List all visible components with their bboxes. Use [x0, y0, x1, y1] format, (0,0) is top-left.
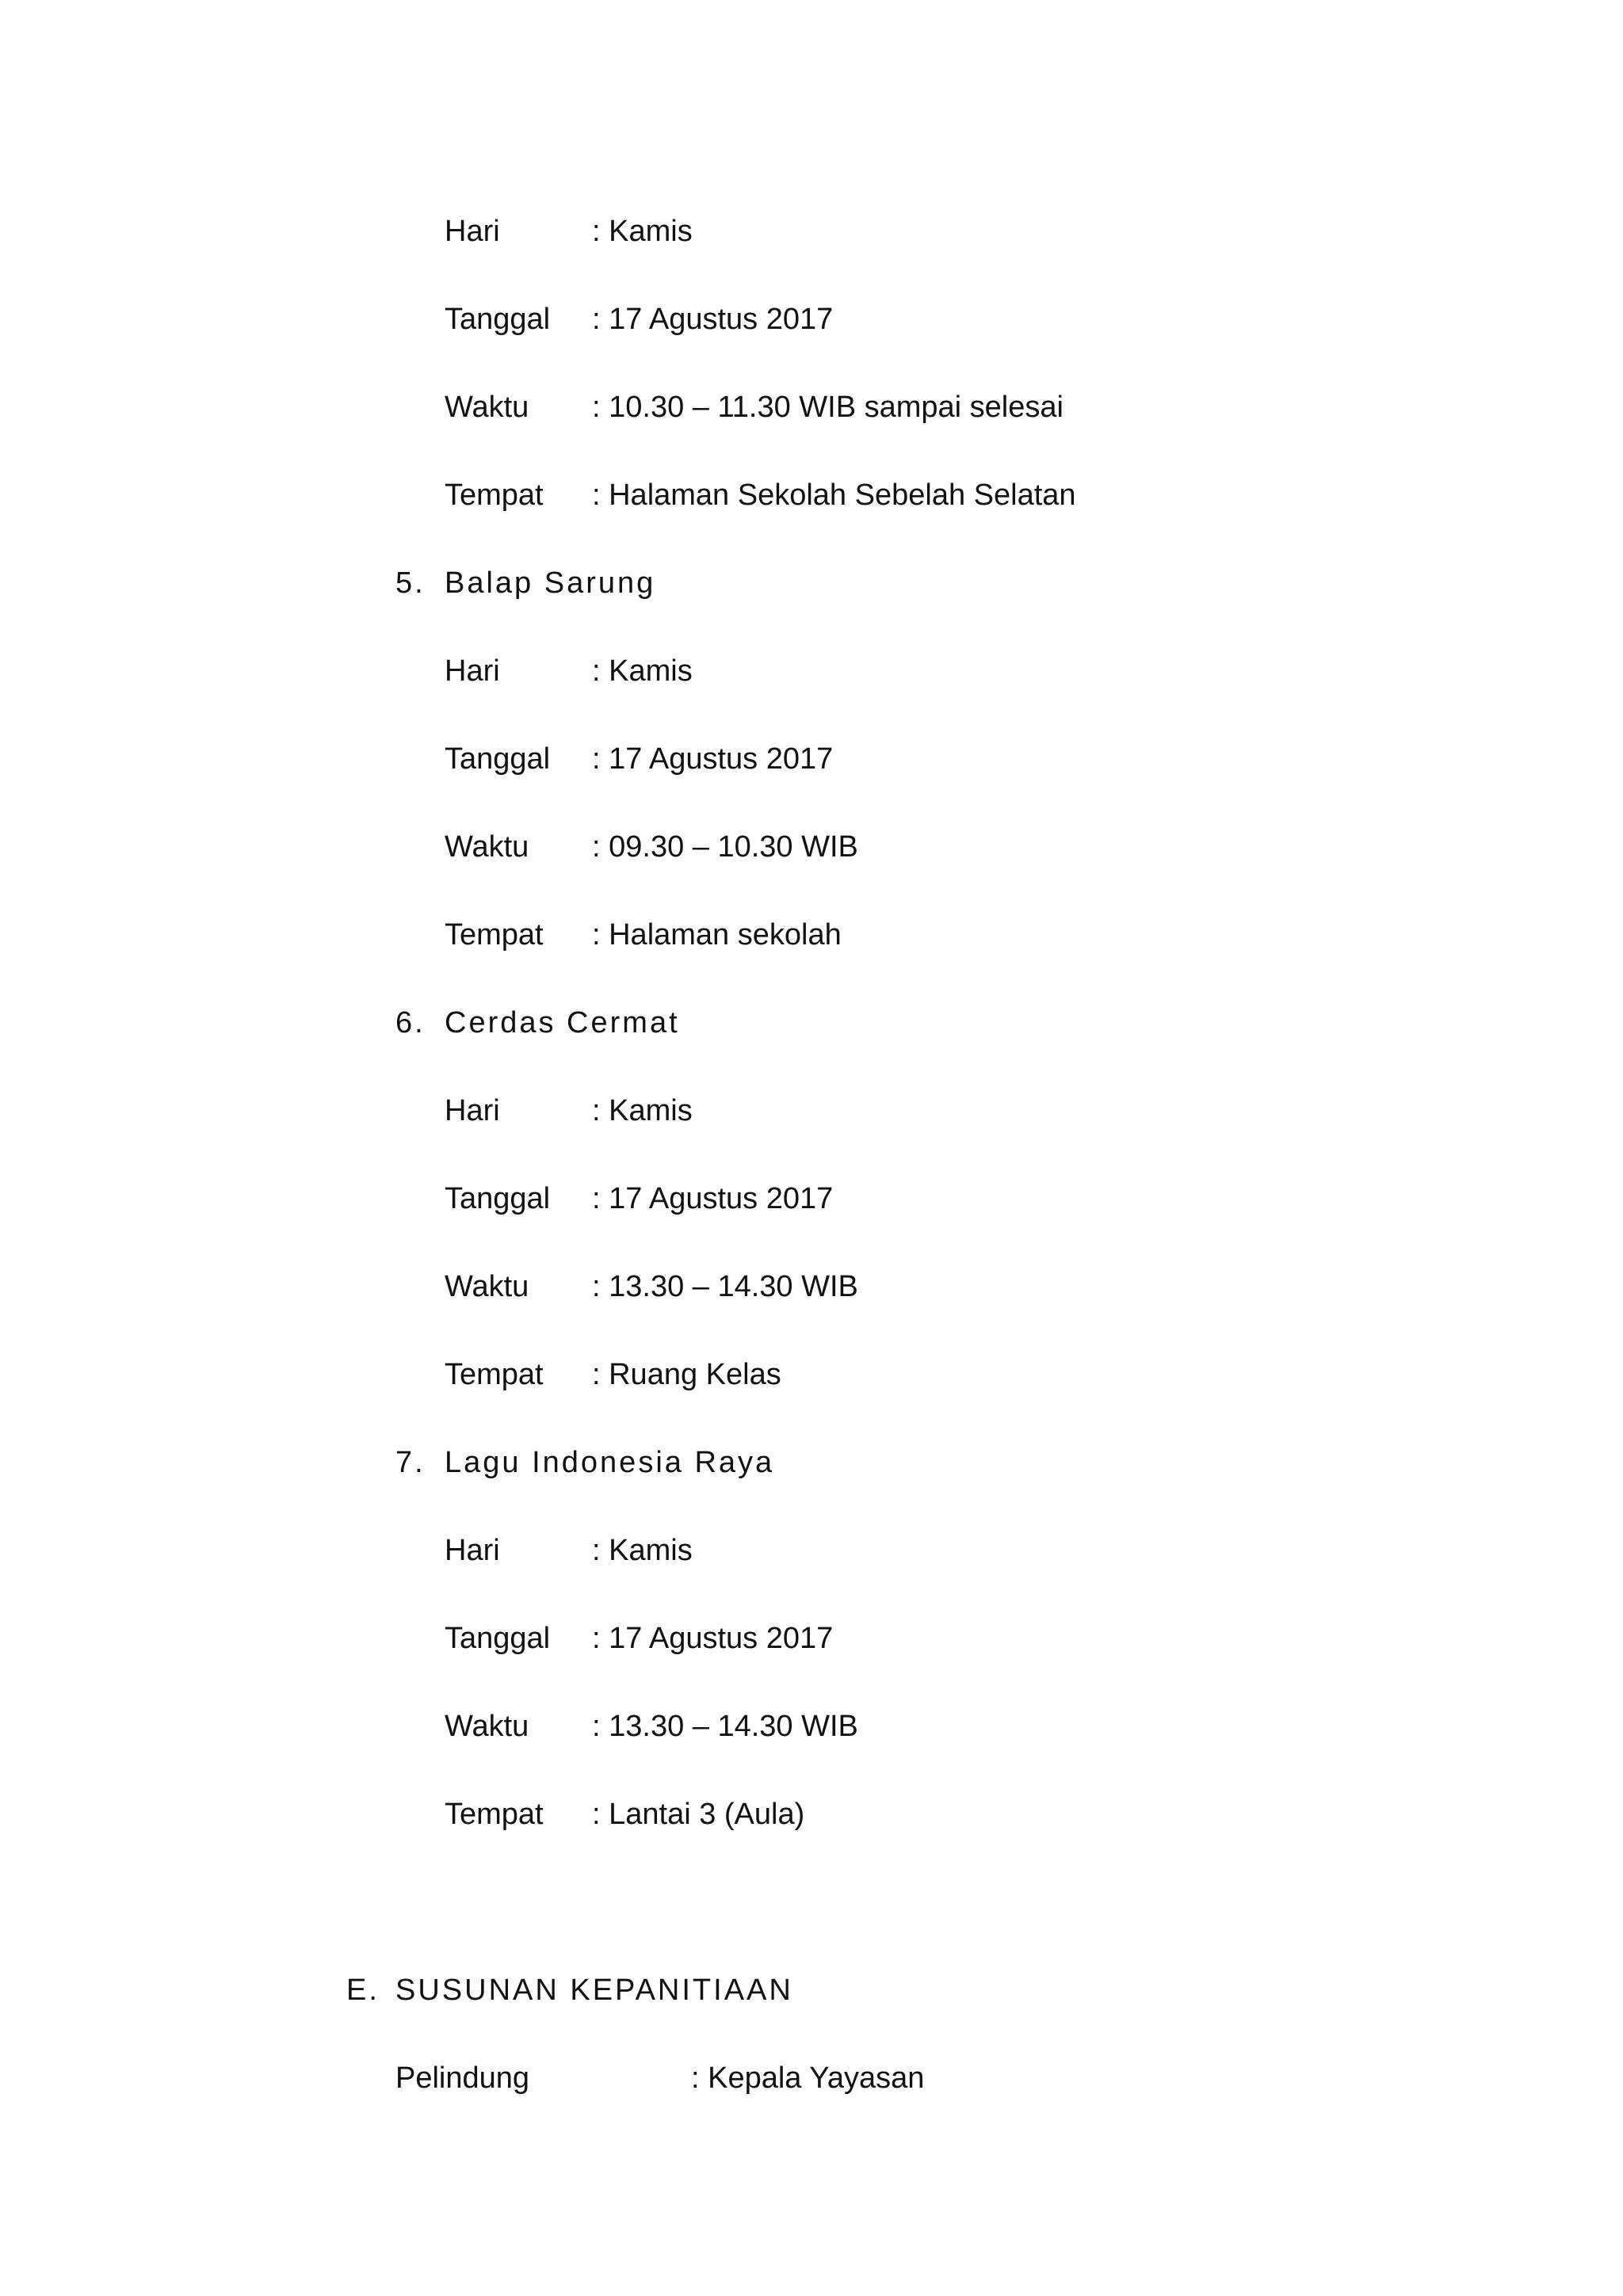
- field-label: Tanggal: [445, 1182, 551, 1215]
- field-value: : 10.30 – 11.30 WIB sampai selesai: [592, 391, 1064, 424]
- field-value: : Kamis: [592, 215, 693, 248]
- field-value: : 17 Agustus 2017: [592, 1622, 834, 1655]
- field-label: Waktu: [445, 391, 529, 424]
- event-heading-balap-sarung: [395, 559, 655, 607]
- field-value: : Halaman Sekolah Sebelah Selatan: [592, 479, 1076, 512]
- field-label: Hari: [445, 1534, 500, 1567]
- field-label: Tempat: [445, 1358, 544, 1391]
- event5-row-waktu: [445, 823, 858, 871]
- event-title: Balap Sarung: [445, 566, 656, 600]
- event7-row-tanggal: [445, 1615, 833, 1662]
- field-label: Waktu: [445, 1710, 529, 1743]
- field-value: : 13.30 – 14.30 WIB: [592, 1270, 858, 1303]
- committee-role: Pelindung: [395, 2061, 530, 2095]
- field-label: Hari: [445, 1094, 500, 1127]
- section-title: SUSUNAN KEPANITIAAN: [395, 1974, 793, 2007]
- field-label: Hari: [445, 654, 500, 688]
- field-label: Tempat: [445, 1798, 544, 1831]
- event5-row-tanggal: [445, 735, 833, 783]
- field-value: : Kamis: [592, 654, 693, 688]
- section-letter: E.: [346, 1974, 380, 2007]
- committee-member: : Kepala Yayasan: [691, 2061, 925, 2095]
- event6-row-hari: [445, 1087, 693, 1135]
- event-title: Cerdas Cermat: [445, 1006, 680, 1039]
- event-number: 6.: [395, 1006, 426, 1039]
- field-label: Tempat: [445, 918, 544, 952]
- committee-row-pelindung: [395, 2054, 924, 2102]
- field-value: : 17 Agustus 2017: [592, 742, 834, 776]
- event7-row-hari: [445, 1527, 693, 1574]
- event6-row-waktu: [445, 1263, 858, 1310]
- event-number: 7.: [395, 1446, 426, 1479]
- field-value: : 17 Agustus 2017: [592, 1182, 834, 1215]
- field-label: Waktu: [445, 1270, 529, 1303]
- event-number: 5.: [395, 566, 426, 600]
- field-label: Hari: [445, 215, 500, 248]
- event5-row-hari: [445, 647, 693, 695]
- field-value: : 13.30 – 14.30 WIB: [592, 1710, 858, 1743]
- section-heading-susunan-kepanitiaan: [346, 1966, 793, 2014]
- field-label: Tanggal: [445, 1622, 551, 1655]
- field-label: Waktu: [445, 830, 529, 864]
- event-title: Lagu Indonesia Raya: [445, 1446, 775, 1479]
- field-value: : Lantai 3 (Aula): [592, 1798, 805, 1831]
- field-label: Tanggal: [445, 303, 551, 336]
- event5-row-tempat: [445, 911, 842, 959]
- field-label: Tanggal: [445, 742, 551, 776]
- event-heading-lagu-indonesia-raya: [395, 1439, 774, 1486]
- event6-row-tanggal: [445, 1175, 833, 1222]
- field-value: : 17 Agustus 2017: [592, 303, 834, 336]
- field-value: : 09.30 – 10.30 WIB: [592, 830, 858, 864]
- event7-row-waktu: [445, 1703, 858, 1750]
- field-value: : Halaman sekolah: [592, 918, 842, 952]
- field-value: : Kamis: [592, 1534, 693, 1567]
- event4-row-hari: [445, 208, 693, 255]
- event7-row-tempat: [445, 1791, 804, 1838]
- field-label: Tempat: [445, 479, 544, 512]
- event6-row-tempat: [445, 1351, 781, 1398]
- field-value: : Kamis: [592, 1094, 693, 1127]
- event4-row-tanggal: [445, 296, 833, 343]
- event4-row-waktu: [445, 383, 1064, 431]
- event4-row-tempat: [445, 471, 1076, 519]
- event-heading-cerdas-cermat: [395, 999, 680, 1047]
- field-value: : Ruang Kelas: [592, 1358, 781, 1391]
